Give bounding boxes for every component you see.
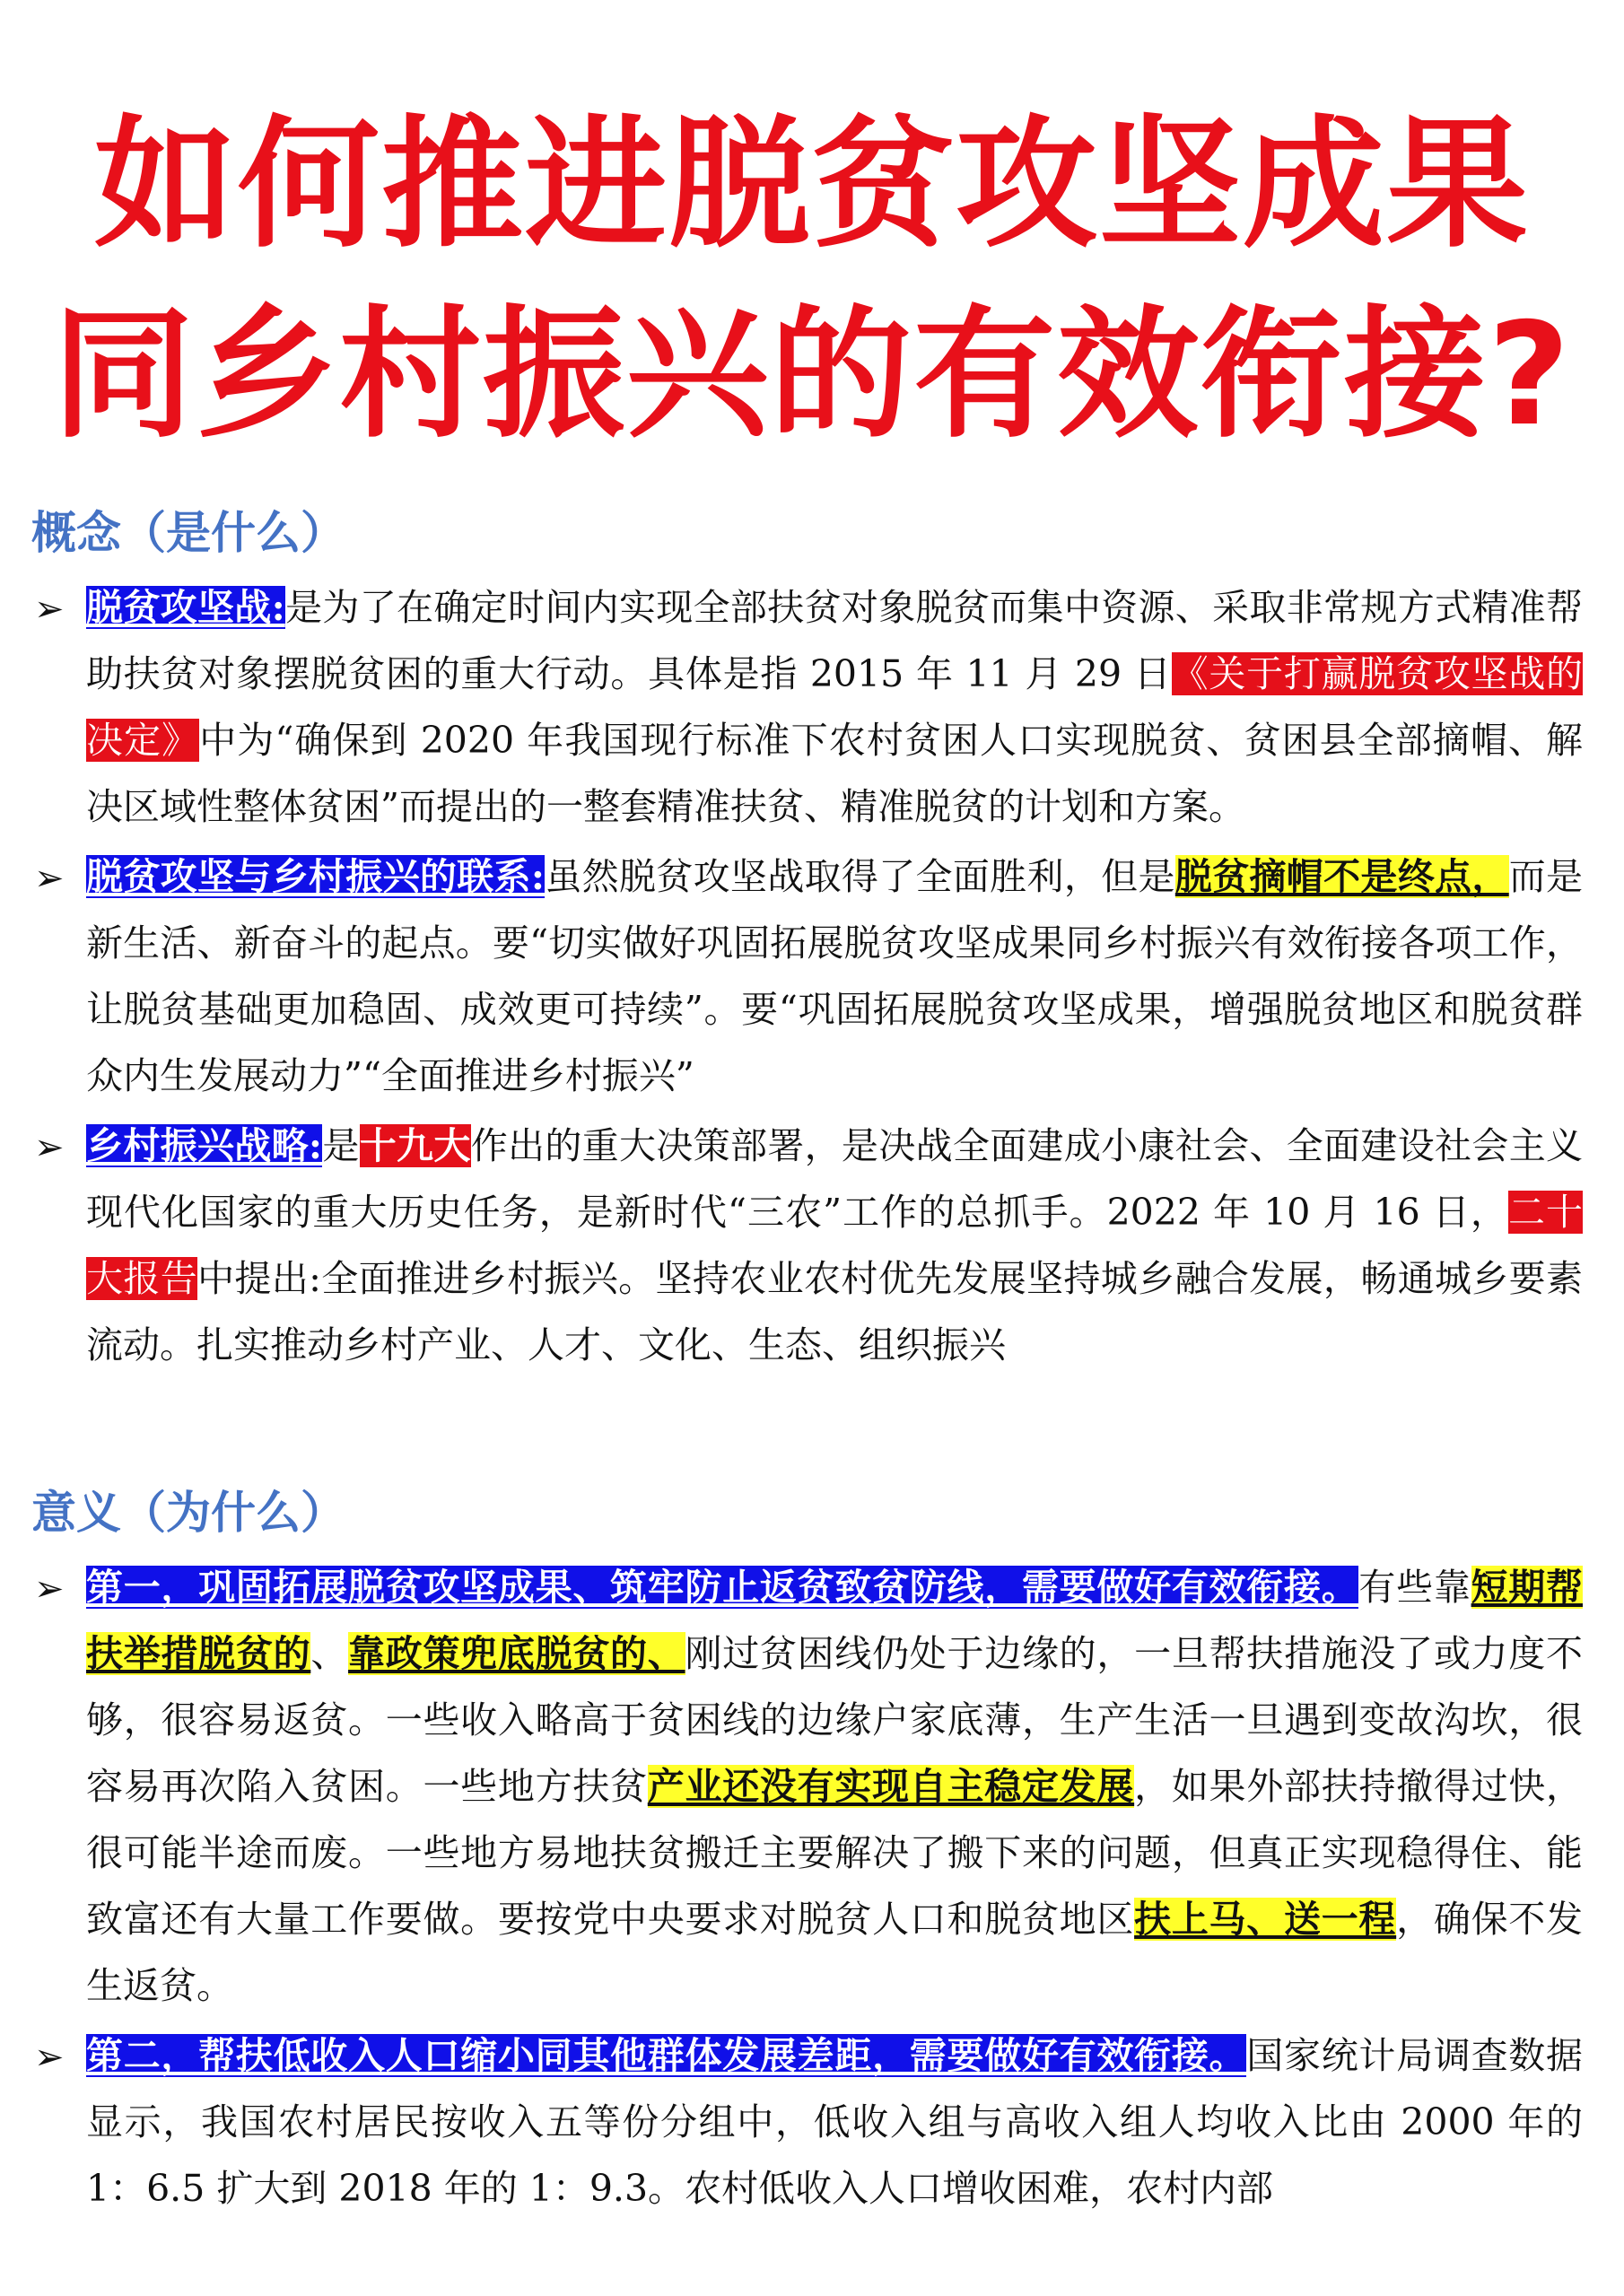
list-item — [0, 2022, 1624, 2222]
text-run: 中为“确保到 2020 年我国现行标准下农村贫困人口实现脱贫、贫困县全部摘帽、解决区域性整体贫困”而提出的一整套精准扶贫、精准脱贫的计划和方案。 — [86, 719, 1584, 828]
paragraph — [86, 2022, 1583, 2222]
text-run: 国家统计局调查数据显示，我国农村居民按收入五等份分组中，低收入组与高收入组人均收入比由 2000 年的 1：6.5 扩大到 2018 年的 1：9.3。农村低收入人口增收困难，农村内部 — [86, 2034, 1584, 2210]
highlight-yellow: 短期帮扶举措脱贫的 — [86, 1566, 1584, 1675]
list-item — [0, 1113, 1624, 1378]
paragraph — [86, 843, 1583, 1109]
text-run: 是为了在确定时间内实现全部扶贫对象脱贫而集中资源、采取非常规方式精准帮助扶贫对象摆脱贫困的重大行动。具体是指 2015 年 11 月 29 日 — [86, 586, 1583, 695]
concept-list — [0, 574, 1624, 1378]
text-run: 中提出:全面推进乡村振兴。坚持农业农村优先发展坚持城乡融合发展，畅通城乡要素流动。扎实推动乡村产业、人才、文化、生态、组织振兴 — [86, 1257, 1584, 1366]
highlight-label: 第二，帮扶低收入人口缩小同其他群体发展差距，需要做好有效衔接。 — [86, 2034, 1247, 2077]
highlight-yellow: 产业还没有实现自主稳定发展 — [647, 1765, 1135, 1808]
highlight-label: 脱贫攻坚战: — [86, 586, 285, 629]
text-run: ，如果外部扶持撤得过快，很可能半途而废。一些地方易地扶贫搬迁主要解决了搬下来的问题，但真正实现稳得住、能致富还有大量工作要做。要按党中央要求对脱贫人口和脱贫地区 — [86, 1765, 1584, 1941]
highlight-yellow: 靠政策兜底脱贫的、 — [348, 1632, 685, 1675]
highlight-red: 二十大报告 — [86, 1191, 1584, 1300]
significance-list — [0, 1554, 1624, 2222]
text-run: ，确保不发生返贫。 — [86, 1898, 1584, 2007]
highlight-red: 《关于打赢脱贫攻坚战的决定》 — [86, 652, 1583, 762]
highlight-yellow: 扶上马、送一程 — [1134, 1898, 1397, 1941]
arrow-bullet-icon: ➢ — [34, 589, 65, 630]
highlight-label: 乡村振兴战略: — [86, 1124, 323, 1167]
paragraph — [86, 1113, 1583, 1378]
highlight-red: 十九大 — [359, 1124, 471, 1167]
paragraph — [86, 574, 1583, 840]
list-item — [0, 574, 1624, 840]
text-run: 有些靠 — [1358, 1566, 1471, 1609]
highlight-yellow: 脱贫摘帽不是终点， — [1174, 855, 1509, 898]
highlight-label: 第一，巩固拓展脱贫攻坚成果、筑牢防止返贫致贫防线，需要做好有效衔接。 — [86, 1566, 1359, 1609]
title-line-2: 同乡村振兴的有效衔接? — [52, 292, 1572, 458]
text-run: 、 — [310, 1632, 349, 1675]
section-heading-concept: 概念（是什么） — [31, 506, 345, 559]
list-item — [0, 1554, 1624, 2019]
list-item — [0, 843, 1624, 1109]
text-run: 作出的重大决策部署，是决战全面建成小康社会、全面建设社会主义现代化国家的重大历史任务，是新时代“三农”工作的总抓手。2022 年 10 月 16 日， — [86, 1124, 1584, 1234]
section-heading-significance: 意义（为什么） — [31, 1486, 345, 1539]
text-run: 而是新生活、新奋斗的起点。要“切实做好巩固拓展脱贫攻坚成果同乡村振兴有效衔接各项工作，让脱贫基础更加稳固、成效更可持续”。要“巩固拓展脱贫攻坚成果，增强脱贫地区和脱贫群众内生发展动力”“全面推进乡村振兴” — [86, 855, 1584, 1097]
paragraph — [86, 1554, 1583, 2019]
arrow-bullet-icon: ➢ — [34, 2037, 65, 2078]
arrow-bullet-icon: ➢ — [34, 1127, 65, 1168]
title-line-1: 如何推进脱贫攻坚成果 — [94, 102, 1530, 267]
arrow-bullet-icon: ➢ — [34, 1568, 65, 1610]
text-run: 刚过贫困线仍处于边缘的，一旦帮扶措施没了或力度不够，很容易返贫。一些收入略高于贫困线的边缘户家底薄，生产生活一旦遇到变故沟坎，很容易再次陷入贫困。一些地方扶贫 — [86, 1632, 1584, 1808]
text-run: 是 — [322, 1124, 360, 1167]
highlight-label: 脱贫攻坚与乡村振兴的联系: — [86, 855, 545, 898]
arrow-bullet-icon: ➢ — [34, 858, 65, 899]
text-run: 虽然脱贫攻坚战取得了全面胜利，但是 — [545, 855, 1175, 898]
